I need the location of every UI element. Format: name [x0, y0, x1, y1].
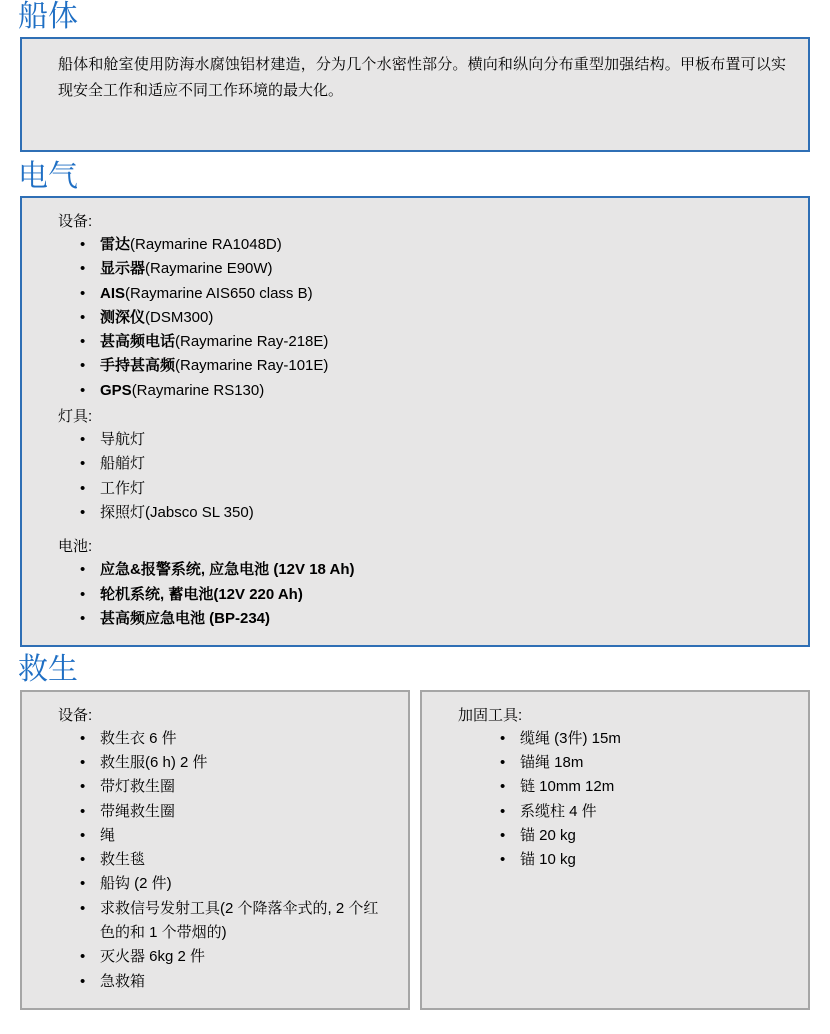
lifesaving-mooring-list: [444, 727, 792, 873]
item-name: 工作灯: [100, 479, 146, 497]
list-item: [44, 501, 792, 525]
list-item: [444, 800, 792, 824]
item-name: GPS: [100, 381, 132, 399]
list-item: [444, 848, 792, 872]
list-item: [44, 727, 392, 751]
section-title-hull: 船体: [18, 0, 78, 33]
item-name: 应急&报警系统, 应急电池 (12V 18 Ah): [100, 561, 355, 579]
list-item: [444, 727, 792, 751]
item-name: 显示器: [100, 260, 146, 278]
item-name: 导航灯: [100, 431, 146, 449]
list-item: [44, 872, 392, 896]
item-value: (Raymarine Ray-101E): [175, 357, 329, 375]
list-item: [444, 775, 792, 799]
list-item: [44, 428, 792, 452]
item-value: (Raymarine E90W): [145, 260, 273, 278]
list-item: [444, 824, 792, 848]
electrical-group-label-equipment: 设备:: [58, 213, 93, 230]
item-value: (Raymarine AIS650 class B): [125, 284, 313, 302]
item-name: 急救箱: [100, 972, 146, 990]
list-item: [44, 848, 392, 872]
lifesaving-mooring-label: 加固工具:: [458, 706, 523, 724]
item-name: 系缆柱 4 件: [520, 802, 597, 820]
lifesaving-mooring-box: [420, 690, 810, 1010]
list-item: [44, 775, 392, 799]
item-name: 灭火器 6kg 2 件: [100, 948, 206, 966]
item-name: 探照灯: [100, 503, 146, 521]
list-item: [44, 607, 792, 631]
lifesaving-equipment-list: [44, 727, 392, 994]
item-name: 救生衣 6 件: [100, 729, 177, 747]
item-name: 锚 10 kg: [520, 851, 576, 869]
item-name: 轮机系统, 蓄电池(12V 220 Ah): [100, 585, 303, 603]
electrical-lights-list: [44, 428, 792, 525]
list-item: [44, 945, 392, 969]
item-name: 锚绳 18m: [520, 753, 584, 771]
electrical-group-label-battery: 电池:: [58, 538, 93, 556]
section-title-electrical: 电气: [18, 159, 78, 193]
list-item: [44, 751, 392, 775]
electrical-equipment-list: [44, 233, 792, 403]
item-name: 手持甚高频: [100, 357, 176, 375]
item-name: AIS: [100, 284, 126, 302]
electrical-group-label-lights: 灯具:: [58, 408, 93, 426]
list-item: [44, 897, 392, 946]
item-name: 链 10mm 12m: [520, 778, 615, 796]
item-name: 救生毯: [100, 851, 146, 869]
list-item: [444, 751, 792, 775]
item-name: 甚高频电话: [100, 333, 176, 351]
item-name: 求救信号发射工具(2 个降落伞式的, 2 个红色的和 1 个带烟的): [100, 899, 379, 942]
list-item: [44, 824, 392, 848]
item-value: (Jabsco SL 350): [145, 503, 254, 521]
item-value: (Raymarine RA1048D): [130, 236, 282, 253]
list-item: [44, 452, 792, 476]
list-item: [44, 233, 792, 257]
lifesaving-equipment-label: 设备:: [58, 706, 93, 724]
electrical-battery-list: [44, 558, 792, 631]
lifesaving-equipment-box: [20, 690, 410, 1010]
item-name: 锚 20 kg: [520, 826, 576, 844]
lifesaving-columns: [20, 690, 810, 1010]
item-name: 带灯救生圈: [100, 778, 176, 796]
list-item: [44, 354, 792, 378]
item-name: 船钩 (2 件): [100, 875, 172, 893]
item-name: 雷达: [100, 236, 131, 253]
hull-paragraph: 船体和舱室使用防海水腐蚀铝材建造，分为几个水密性部分。横向和纵向分布重型加强结构。甲板布置可以实现安全工作和适应不同工作环境的最大化。: [58, 55, 786, 99]
list-item: [44, 257, 792, 281]
list-item: [44, 800, 392, 824]
item-value: (Raymarine Ray-218E): [175, 333, 329, 351]
list-item: [44, 306, 792, 330]
item-name: 绳: [100, 826, 116, 844]
section-title-lifesaving: 救生: [18, 653, 78, 687]
electrical-content-box: [20, 196, 810, 647]
list-item: [44, 558, 792, 582]
list-item: [44, 477, 792, 501]
hull-content-box: [20, 37, 810, 152]
item-name: 甚高频应急电池 (BP-234): [100, 609, 271, 627]
list-item: [44, 282, 792, 306]
list-item: [44, 330, 792, 354]
item-name: 缆绳 (3件) 15m: [520, 729, 621, 747]
item-name: 船艏灯: [100, 455, 146, 473]
item-name: 带绳救生圈: [100, 802, 176, 820]
item-value: (DSM300): [145, 308, 214, 326]
item-name: 测深仪: [100, 308, 146, 326]
list-item: [44, 379, 792, 403]
list-item: [44, 970, 392, 994]
list-item: [44, 583, 792, 607]
item-value: (Raymarine RS130): [131, 381, 265, 399]
item-name: 救生服(6 h) 2 件: [100, 753, 208, 771]
